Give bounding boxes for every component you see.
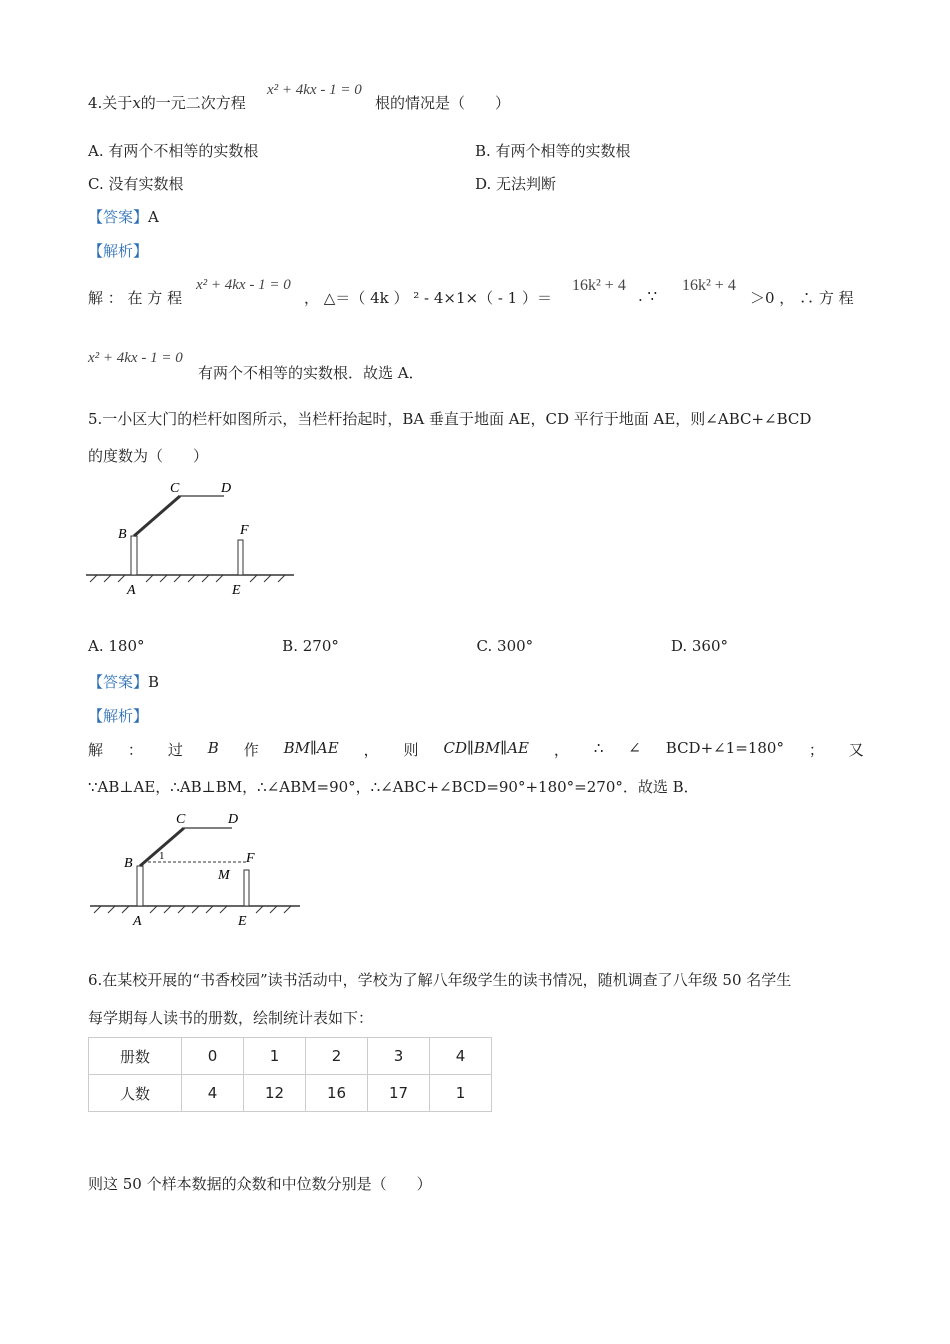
- fig1-label-c: C: [170, 481, 180, 496]
- q4-sol-5: 16k² + 4: [682, 277, 736, 294]
- table-row: [89, 1075, 492, 1112]
- answer-tag: 【答案】: [88, 673, 149, 691]
- table-cell: 3: [368, 1038, 430, 1075]
- q4-sol-1: 解 ： 在 方 程: [88, 289, 183, 307]
- q4-option-a: A. 有两个不相等的实数根: [88, 142, 259, 160]
- fig2-label-a: A: [133, 914, 142, 929]
- q5-sol-1-w14: 又: [848, 741, 864, 759]
- table-header-people: 人数: [89, 1075, 182, 1112]
- q4-sol-eq2: x² + 4kx - 1 = 0: [88, 350, 183, 366]
- fig2-label-f: F: [246, 851, 255, 866]
- q5-option-c: C. 300°: [476, 637, 534, 655]
- fig2-label-b: B: [124, 856, 133, 871]
- fig1-label-b: B: [118, 527, 127, 542]
- q5-sol-1-w10: ∴: [593, 739, 604, 757]
- q5-stem-2: 的度数为（ ）: [88, 447, 209, 465]
- q4-suffix: 根的情况是（ ）: [375, 94, 511, 112]
- q6-stats-table: [88, 1037, 492, 1112]
- q5-option-a: A. 180°: [88, 637, 145, 655]
- q5-answer-value: B: [148, 673, 160, 691]
- q4-answer-value: A: [148, 208, 159, 226]
- q5-figure-1: [84, 476, 299, 601]
- table-cell: 12: [244, 1075, 306, 1112]
- q5-sol-2: ∵AB⊥AE，∴AB⊥BM，∴∠ABM=90°，∴∠ABC+∠BCD=90°+180°=270°．故选 B．: [88, 778, 699, 796]
- q6-question: 则这 50 个样本数据的众数和中位数分别是（ ）: [88, 1175, 432, 1193]
- q5-option-d: D. 360°: [670, 637, 728, 655]
- q5-sol-1-w8: CD∥BM∥AE: [443, 739, 529, 757]
- q5-sol-1-w12: BCD+∠1=180°: [665, 739, 784, 757]
- fig2-label-1: 1: [159, 850, 165, 862]
- table-header-books: 册数: [89, 1038, 182, 1075]
- q4-option-c: C. 没有实数根: [88, 175, 184, 193]
- fig2-label-e: E: [238, 914, 247, 929]
- fig2-label-m: M: [218, 868, 230, 883]
- fig1-label-d: D: [221, 481, 232, 496]
- q5-sol-1-w3: B: [207, 739, 219, 757]
- table-cell: 1: [244, 1038, 306, 1075]
- answer-tag: 【答案】: [88, 208, 149, 226]
- table-cell: 0: [182, 1038, 244, 1075]
- q4-sol-7: 有两个不相等的实数根．故选 A．: [198, 364, 424, 382]
- q4-stem: [88, 92, 246, 113]
- table-cell: 4: [182, 1075, 244, 1112]
- q5-figure-2: [86, 804, 306, 929]
- q5-sol-1-w11: ∠: [628, 739, 641, 757]
- q4-sol-2: ， △＝（ 4k ） ² - 4×1×（ - 1 ）＝: [304, 289, 552, 307]
- q4-answer: [88, 206, 159, 227]
- table-row: [89, 1038, 492, 1075]
- table-cell: 1: [430, 1075, 492, 1112]
- table-cell: 16: [306, 1075, 368, 1112]
- q5-sol-1: [88, 739, 864, 760]
- q5-option-b: B. 270°: [282, 637, 339, 655]
- fig1-label-f: F: [240, 523, 249, 538]
- q4-mid: 的一元二次方程: [140, 94, 246, 112]
- q5-sol-1-w5: BM∥AE: [283, 739, 339, 757]
- q5-answer: [88, 671, 159, 692]
- q5-stem-1: 5.一小区大门的栏杆如图所示，当栏杆抬起时，BA 垂直于地面 AE，CD 平行于地面 AE，则∠ABC+∠BCD: [88, 410, 812, 428]
- table-cell: 4: [430, 1038, 492, 1075]
- q5-sol-1-w6: ，: [363, 741, 379, 759]
- q4-equation: x² + 4kx - 1 = 0: [267, 82, 362, 98]
- q4-option-b: B. 有两个相等的实数根: [475, 142, 631, 160]
- q4-sol-eq1: x² + 4kx - 1 = 0: [196, 277, 291, 293]
- q5-options: [88, 637, 728, 655]
- fig2-label-c: C: [176, 812, 186, 827]
- fig1-label-a: A: [127, 583, 136, 598]
- q6-stem-1: 6.在某校开展的“书香校园”读书活动中，学校为了解八年级学生的读书情况，随机调查了八年级 50 名学生: [88, 971, 792, 989]
- q5-sol-1-w7: 则: [403, 741, 419, 759]
- fig2-label-d: D: [228, 812, 239, 827]
- table-cell: 2: [306, 1038, 368, 1075]
- q4-sol-3: 16k² + 4: [572, 277, 626, 294]
- q4-sol-4: . ∵: [638, 287, 658, 305]
- q5-sol-1-w0: 解: [88, 741, 104, 759]
- q4-var-x: x: [132, 94, 141, 112]
- q5-sol-1-w13: ；: [808, 741, 824, 759]
- table-cell: 17: [368, 1075, 430, 1112]
- q4-analysis-tag: 【解析】: [88, 242, 149, 260]
- q4-sol-6: ＞0 ， ∴ 方 程: [750, 289, 854, 307]
- q5-sol-1-w9: ，: [553, 741, 569, 759]
- q5-sol-1-w1: ：: [127, 741, 143, 759]
- q5-analysis-tag: 【解析】: [88, 707, 149, 725]
- q5-sol-1-w4: 作: [243, 741, 259, 759]
- q6-stem-2: 每学期每人读书的册数，绘制统计表如下：: [88, 1009, 374, 1027]
- q4-prefix: 4.关于: [88, 94, 133, 112]
- fig1-label-e: E: [232, 583, 241, 598]
- q4-option-d: D. 无法判断: [475, 175, 557, 193]
- q5-sol-1-w2: 过: [167, 741, 183, 759]
